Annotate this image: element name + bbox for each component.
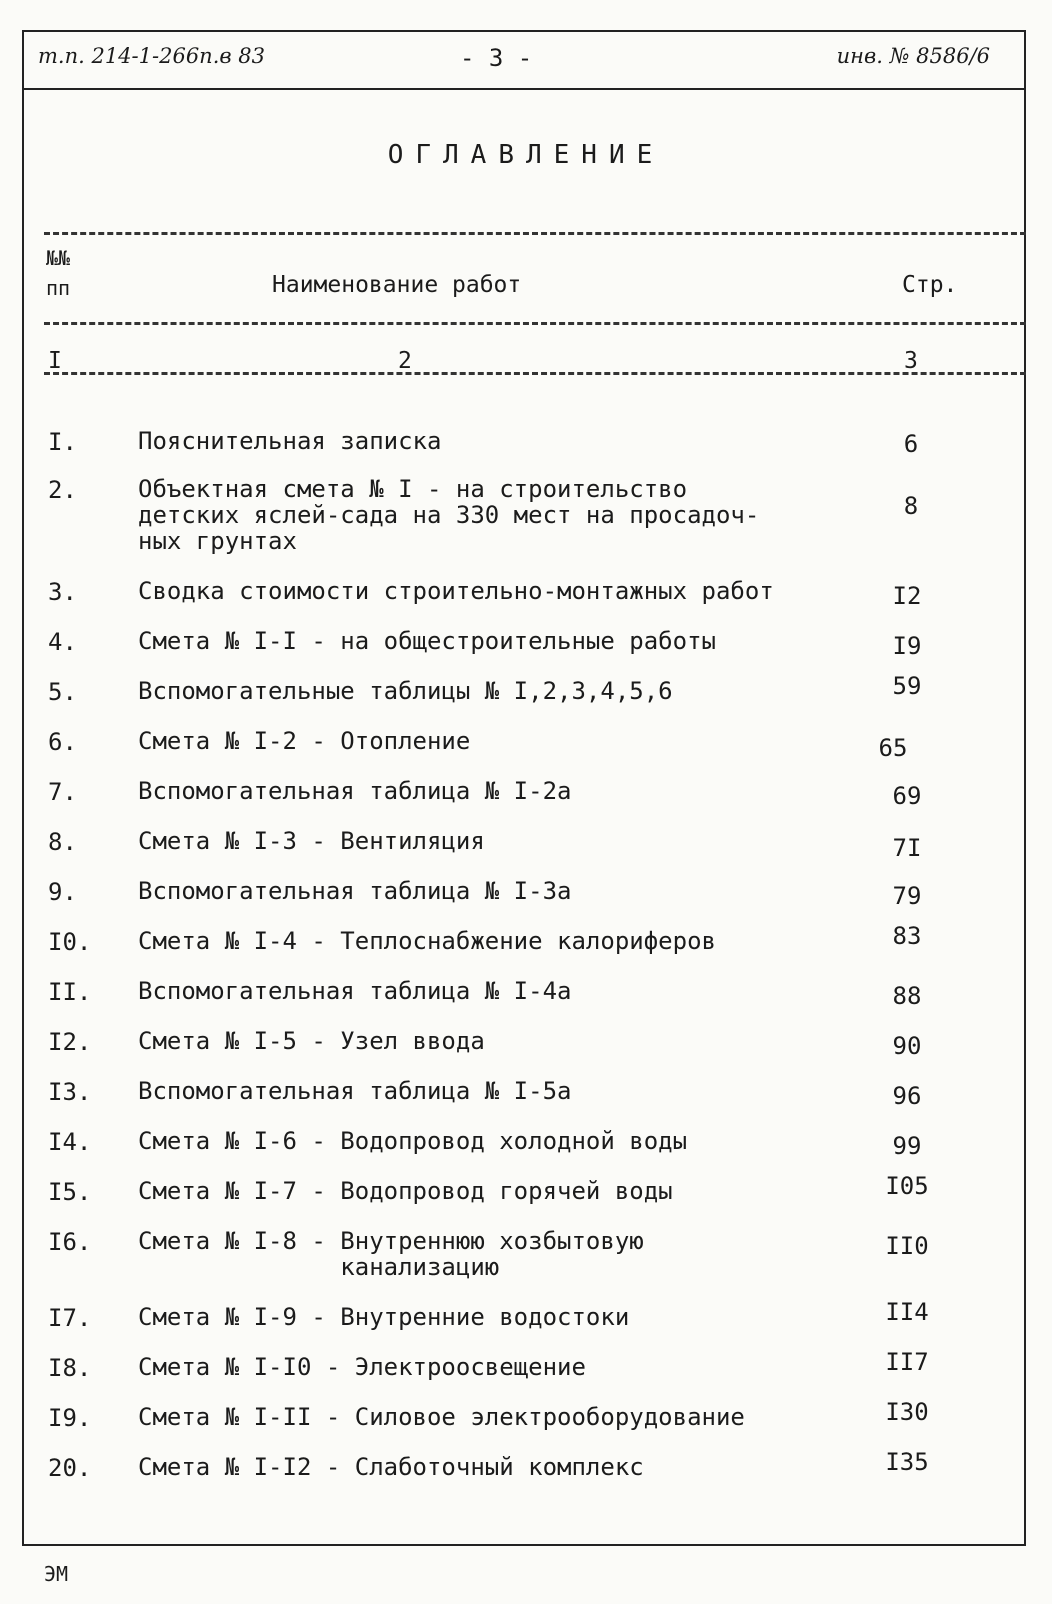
- col-num-bottom: пп: [46, 276, 71, 300]
- entry-page: 99: [892, 1132, 922, 1160]
- entry-page: 83: [892, 922, 922, 950]
- entry-number: 8.: [48, 828, 77, 856]
- entry-number: I9.: [48, 1404, 92, 1432]
- entry-number: I6.: [48, 1228, 92, 1256]
- entry-page: 6: [903, 430, 919, 458]
- entry-title: Вспомогательная таблица № I-4а: [138, 977, 572, 1005]
- entry-number: 5.: [48, 678, 77, 706]
- entry-page: 65: [878, 734, 908, 762]
- entry-page: 88: [892, 982, 922, 1010]
- entry-page: II7: [885, 1348, 929, 1376]
- entry-page: I2: [892, 582, 922, 610]
- entry-page: I35: [885, 1448, 929, 1476]
- entry-title: Смета № I-4 - Теплоснабжение калориферов: [138, 927, 716, 955]
- entry-number: 2.: [48, 476, 77, 504]
- entry-page: I05: [885, 1172, 929, 1200]
- entry-page: 59: [892, 672, 922, 700]
- footer-mark: ЭМ: [44, 1562, 69, 1586]
- entry-number: 4.: [48, 628, 77, 656]
- entry-page: 8: [903, 492, 919, 520]
- entry-number: I0.: [48, 928, 92, 956]
- entry-title: Смета № I-6 - Водопровод холодной воды: [138, 1127, 688, 1155]
- entry-number: 6.: [48, 728, 77, 756]
- entry-number: I4.: [48, 1128, 92, 1156]
- entry-page: II0: [885, 1232, 929, 1260]
- entry-title: Смета № I-I - на общестроительные работы: [138, 627, 716, 655]
- page-number: - 3 -: [460, 44, 533, 72]
- entry-number: I7.: [48, 1304, 92, 1332]
- header-rule: [22, 88, 1026, 90]
- entry-title: Вспомогательные таблицы № I,2,3,4,5,6: [138, 677, 673, 705]
- entry-number: I2.: [48, 1028, 92, 1056]
- entry-page: 79: [892, 882, 922, 910]
- entry-page: 96: [892, 1082, 922, 1110]
- entry-number: 7.: [48, 778, 77, 806]
- table-rule-top: [44, 232, 1026, 235]
- entry-title: Смета № I-7 - Водопровод горячей воды: [138, 1177, 673, 1205]
- entry-title: Пояснительная записка: [138, 427, 442, 455]
- entry-title: Вспомогательная таблица № I-2а: [138, 777, 572, 805]
- col-index-2: 2: [398, 348, 412, 374]
- entry-title: Смета № I-3 - Вентиляция: [138, 827, 485, 855]
- entry-title: Смета № I-9 - Внутренние водостоки: [138, 1303, 630, 1331]
- page-title: ОГЛАВЛЕНИЕ: [387, 140, 665, 170]
- inventory-number: инв. № 8586/6: [836, 44, 990, 68]
- entry-title: Смета № I-5 - Узел ввода: [138, 1027, 485, 1055]
- entry-number: I5.: [48, 1178, 92, 1206]
- entry-title: Смета № I-I2 - Слаботочный комплекс: [138, 1453, 644, 1481]
- entry-page: 69: [892, 782, 922, 810]
- col-index-3: 3: [904, 348, 918, 374]
- entry-title: Смета № I-II - Силовое электрооборудование: [138, 1403, 745, 1431]
- doc-code: т.п. 214-1-266п.в 83: [38, 44, 266, 68]
- entry-number: 9.: [48, 878, 77, 906]
- col-name-header: Наименование работ: [272, 272, 522, 298]
- entry-title: Объектная смета № I - на строительство детских яслей-сада на 330 мест на просадоч- ных грунтах: [138, 475, 760, 555]
- col-num-top: №№: [46, 246, 71, 270]
- entry-page: I9: [892, 632, 922, 660]
- entry-title: Сводка стоимости строительно-монтажных работ: [138, 577, 774, 605]
- col-index-1: I: [48, 348, 62, 374]
- entry-title: Смета № I-8 - Внутреннюю хозбытовую канализацию: [138, 1227, 644, 1281]
- entry-page: 7I: [892, 834, 922, 862]
- entry-number: 20.: [48, 1454, 92, 1482]
- entry-number: 3.: [48, 578, 77, 606]
- entry-number: I.: [48, 428, 77, 456]
- entry-title: Вспомогательная таблица № I-5а: [138, 1077, 572, 1105]
- entry-title: Смета № I-I0 - Электроосвещение: [138, 1353, 586, 1381]
- entry-page: II4: [885, 1298, 929, 1326]
- entry-page: I30: [885, 1398, 929, 1426]
- entry-title: Смета № I-2 - Отопление: [138, 727, 471, 755]
- entry-title: Вспомогательная таблица № I-3а: [138, 877, 572, 905]
- col-page-header: Стр.: [902, 272, 958, 298]
- entry-number: II.: [48, 978, 92, 1006]
- table-rule-middle: [44, 322, 1026, 325]
- table-rule-bottom: [44, 372, 1026, 375]
- entry-number: I3.: [48, 1078, 92, 1106]
- entry-page: 90: [892, 1032, 922, 1060]
- entry-number: I8.: [48, 1354, 92, 1382]
